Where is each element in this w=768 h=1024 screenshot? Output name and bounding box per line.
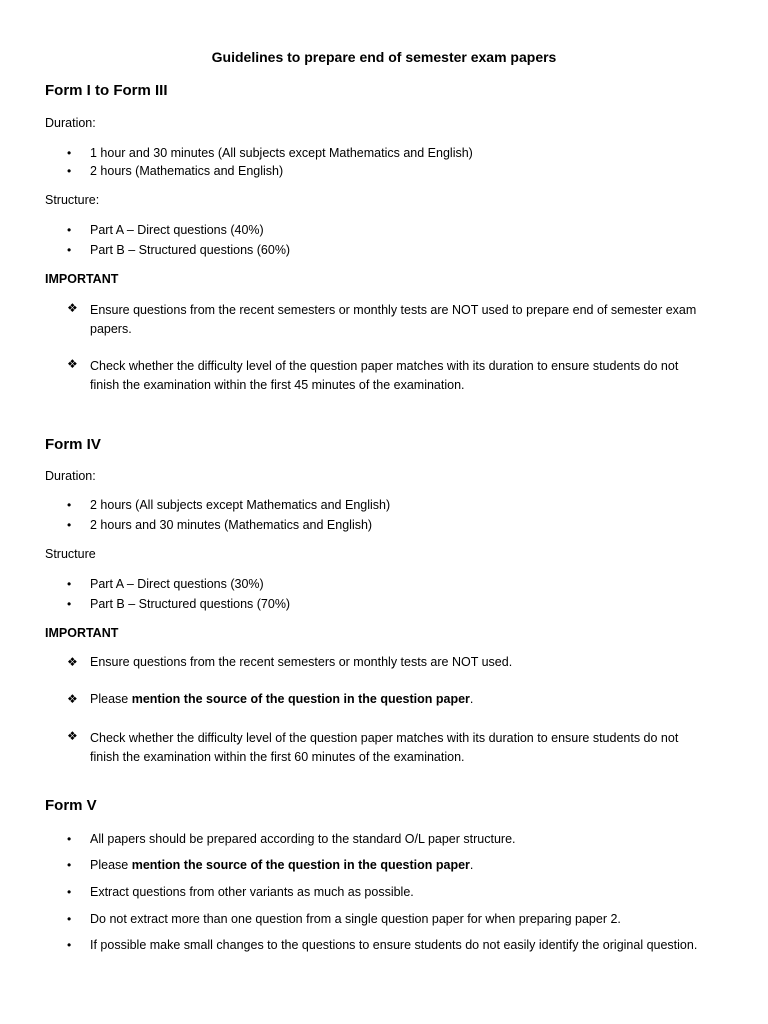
text-suffix: . (469, 858, 474, 872)
duration-label: Duration: (45, 116, 96, 130)
bullet-icon: • (67, 832, 72, 846)
list-item (90, 692, 473, 706)
diamond-bullet-icon: ❖ (67, 357, 78, 371)
important-label: IMPORTANT (45, 626, 119, 640)
bullet-icon: • (67, 885, 72, 899)
structure-label: Structure: (45, 193, 100, 207)
list-item: Check whether the difficulty level of the question paper matches with its duration to ensure students do not finish the examination within the first 45 minutes of the examination. (90, 359, 679, 392)
emphasis-text: mention the source of the question in the question paper (131, 692, 470, 706)
bullet-icon: • (67, 912, 72, 926)
document-title: Guidelines to prepare end of semester exam papers (211, 49, 557, 65)
structure-label: Structure (45, 547, 96, 561)
list-item: If possible make small changes to the questions to ensure students do not easily identify the original question. (90, 938, 698, 952)
diamond-bullet-icon: ❖ (67, 655, 78, 669)
bullet-icon: • (67, 577, 72, 591)
text-prefix: Please (90, 858, 132, 872)
important-label: IMPORTANT (45, 272, 119, 286)
duration-label: Duration: (45, 469, 96, 483)
text-suffix: . (469, 692, 474, 706)
bullet-icon: • (67, 146, 72, 160)
section-heading-form5: Form V (45, 797, 97, 814)
list-item: Extract questions from other variants as much as possible. (90, 885, 414, 899)
emphasis-text: mention the source of the question in the question paper (131, 858, 470, 872)
list-item (90, 858, 473, 872)
bullet-icon: • (67, 858, 72, 872)
list-item: 2 hours (Mathematics and English) (90, 164, 284, 178)
list-item: Do not extract more than one question from a single question paper for when preparing paper 2. (90, 912, 621, 926)
diamond-bullet-icon: ❖ (67, 729, 78, 743)
list-item: Part B – Structured questions (70%) (90, 597, 291, 611)
bullet-icon: • (67, 498, 72, 512)
list-item: 2 hours and 30 minutes (Mathematics and English) (90, 518, 373, 532)
bullet-icon: • (67, 223, 72, 237)
diamond-bullet-icon: ❖ (67, 301, 78, 315)
section-heading-form1: Form I to Form III (45, 82, 168, 99)
list-item: All papers should be prepared according to the standard O/L paper structure. (90, 832, 516, 846)
section-heading-form4: Form IV (45, 436, 101, 453)
list-item: Ensure questions from the recent semesters or monthly tests are NOT used to prepare end of semester exam papers. (90, 303, 697, 336)
text-prefix: Please (90, 692, 132, 706)
list-item: Part A – Direct questions (40%) (90, 223, 264, 237)
bullet-icon: • (67, 243, 72, 257)
list-item: 2 hours (All subjects except Mathematics and English) (90, 498, 391, 512)
list-item: Part A – Direct questions (30%) (90, 577, 264, 591)
list-item: 1 hour and 30 minutes (All subjects except Mathematics and English) (90, 146, 473, 160)
bullet-icon: • (67, 597, 72, 611)
bullet-icon: • (67, 938, 72, 952)
list-item: Check whether the difficulty level of the question paper matches with its duration to ensure students do not finish the examination within the first 60 minutes of the examination. (90, 731, 679, 764)
bullet-icon: • (67, 518, 72, 532)
diamond-bullet-icon: ❖ (67, 692, 78, 706)
bullet-icon: • (67, 164, 72, 178)
list-item: Part B – Structured questions (60%) (90, 243, 291, 257)
list-item: Ensure questions from the recent semesters or monthly tests are NOT used. (90, 655, 513, 669)
